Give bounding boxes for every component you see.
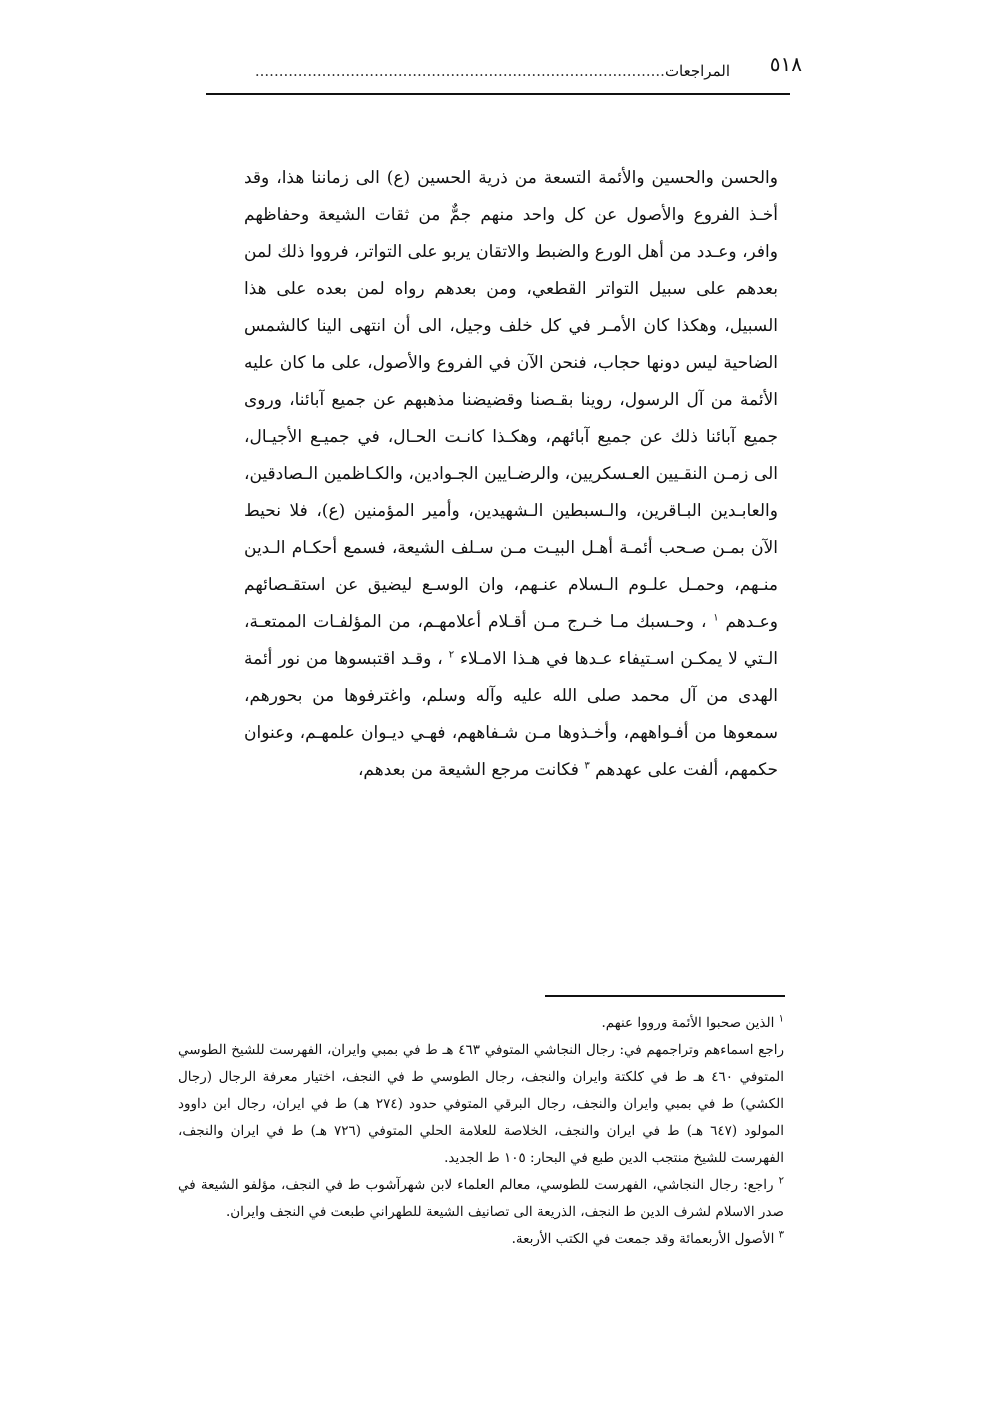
main-text-part-1: والحسن والحسين والأئمة التسعة من ذرية الحسين (ع) الى زماننا هذا، وقد أخـذ الفروع والأصول عن كل واحد منهم جمٌّ من ثقات الشيعة وحفاظهم وافر، وعـدد من أهل الورع والضبط والاتقان يربو على التواتر، فرووا ذلك لمن بعدهم على سبيل التواتر القطعي، ومن بعدهم رواه لمن بعده على هذا السبيل، وهكذا كان الأمـر في كل خلف وجيل، الى أن انتهى الينا كالشمس الضاحية ليس دونها حجاب، فنحن الآن في الفروع والأصول، على ما كان عليه الأئمة من آل الرسول، روينا بقـصنا وقضيضنا مذهبهم عن جميع آبائنا، وروى جميع آبائنا ذلك عن جميع آبائهم، وهكـذا كانـت الحـال، في جميـع الأجيـال، الى زمـن النقـيين العـسكريين، والرضـايين الجـوادين، والكـاظمين الـصادقين، والعابـدين البـاقرين، والـسبطين الـشهيدين، وأمير المؤمنين (ع)، فلا نحيط الآن بمـن صـحب أئمـة أهـل البيـت مـن سـلف الشيعة، فسمع أحكـام الـدين منـهم، وحمـل علـوم الـسلام عنـهم، وان الوسـع ليضيق عن استقـصائهم وعـدهم [244, 168, 778, 632]
footnote-rule [545, 995, 785, 997]
running-title-text: المراجعات [664, 62, 730, 80]
footnote-ref-3[interactable]: ٣ [584, 760, 590, 772]
footnote-1-text: الذين صحبوا الأئمة ورووا عنهم. [601, 1015, 775, 1031]
footnote-1-number: ١ [778, 1013, 784, 1025]
main-text-part-3: ، وقـد اقتبسوها من نور أئمة الهدى من آل محمد صلى الله عليه وآله وسلم، واغترفوها من بحورهم، سمعوها من أفـواههم، وأخـذوها مـن شـفاههم، فهـي ديـوان علمهـم، وعنوان حكمهم، ألفت على عهدهم [244, 649, 778, 780]
footnote-1 [178, 1010, 784, 1037]
main-text-part-4: فكانت مرجع الشيعة من بعدهم، [357, 760, 579, 780]
footnote-ref-2[interactable]: ٢ [448, 649, 455, 661]
page-number: ٥١٨ [769, 52, 802, 76]
footnote-3 [178, 1226, 784, 1253]
header-rule [206, 93, 790, 95]
footnote-2 [178, 1172, 784, 1226]
footnote-2-number: ٢ [778, 1175, 784, 1187]
footnotes [178, 1010, 784, 1253]
main-text-part-2: ، وحـسبك مـا خـرج مـن أقـلام أعلامهـم، من المؤلفـات الممتعـة، الـتي لا يمكـن اسـتيفاء عـدها في هـذا الامـلاء [244, 612, 778, 669]
running-title [255, 62, 730, 80]
footnote-3-text: الأصول الأربعمائة وقد جمعت في الكتب الأربعة. [511, 1231, 775, 1247]
page-header [206, 52, 802, 94]
footnote-2-text: راجع: رجال النجاشي، الفهرست للطوسي، معالم العلماء لابن شهرآشوب ط في النجف، مؤلفو الشيعة في صدر الاسلام لشرف الدين ط النجف، الذريعة الى تصانيف الشيعة للطهراني طبعت في النجف وايران. [178, 1177, 784, 1220]
footnote-3-number: ٣ [778, 1229, 784, 1241]
footnote-ref-1[interactable]: ١ [713, 612, 719, 624]
running-title-dots: ...................................................................................... [254, 62, 665, 80]
main-text [244, 160, 778, 789]
footnote-1-continuation: راجع اسماءهم وتراجمهم في: رجال النجاشي المتوفي ٤٦٣ هـ ط في بمبي وايران، الفهرست للشيخ الطوسي المتوفي ٤٦٠ هـ ط في كلكتة وايران والنجف، رجال الطوسي ط في النجف، اختيار معرفة الرجال (رجال الكشي) ط في بمبي وايران والنجف، رجال البرقي المتوفي حدود (٢٧٤ هـ) ط في ايران، رجال ابن داوود المولود (٦٤٧ هـ) ط في ايران والنجف، الخلاصة للعلامة الحلي المتوفي (٧٢٦ هـ) ط في ايران والنجف، الفهرست للشيخ منتجب الدين طبع في البحار: ١٠٥ ط الجديد. [178, 1042, 785, 1166]
